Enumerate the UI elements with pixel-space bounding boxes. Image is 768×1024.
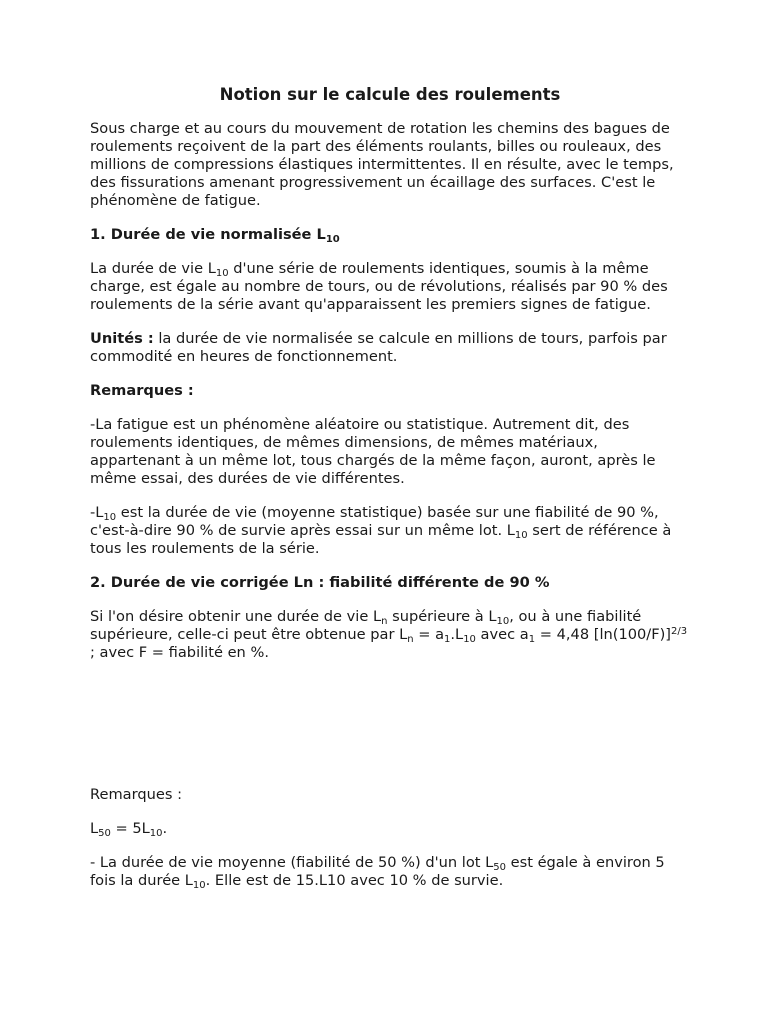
l50-equation: $L_{50} = 5L_{10}$. — [90, 820, 168, 839]
section2-formula-paragraph: Si l'on désire obtenir une durée de vie $L_n$ supérieure à $L_{10}$, ou à une fiabilité supérieure, celle-ci peut être obtenue par $L_n = a_1.L_{10}$ avec $a_1 = 4,48$ $[\ln(100/F)]^{2/3}$ ; avec F = fiabilité en %. — [90, 608, 688, 661]
remarks-heading: Remarques : — [90, 382, 194, 399]
l50-remark: - La durée de vie moyenne (fiabilité de 50 %) d'un lot $L_{50}$ est égale à environ 5 fois la durée $L_{10}$. Elle est de 15.L10 avec 10 % de survie. — [90, 854, 665, 891]
section1-definition: La durée de vie $L_{10}$ d'une série de roulements identiques, soumis à la même charge, est égale au nombre de tours, ou de révolutions, réalisés par 90 % des roulements de la série avant qu'apparaissent les premiers signes de fatigue. — [90, 260, 668, 313]
remarks2-heading: Remarques : — [90, 786, 183, 803]
blank-space — [90, 678, 690, 786]
remark-fatigue: -La fatigue est un phénomène aléatoire ou statistique. Autrement dit, des roulements identiques, de mêmes dimensions, de mêmes matériaux, appartenant à un même lot, tous chargés de la même façon, auront, après le même essai, des durées de vie différentes. — [90, 416, 656, 487]
section2-heading: 2. Durée de vie corrigée Ln : fiabilité différente de 90 % — [90, 574, 550, 591]
section1-heading: 1. Durée de vie normalisée $L_{10}$ — [90, 226, 340, 245]
document-page — [90, 86, 690, 906]
remark-l10: $-L_{10}$ est la durée de vie (moyenne statistique) basée sur une fiabilité de 90 %, c'est-à-dire 90 % de survie après essai sur un même lot. $L_{10}$ sert de référence à tous les roulements de la série. — [90, 504, 672, 557]
intro-paragraph: Sous charge et au cours du mouvement de rotation les chemins des bagues de roulements reçoivent de la part des éléments roulants, billes ou rouleaux, des millions de compressions élastiques intermittentes. Il en résulte, avec le temps, des fissurations amenant progressivement un écaillage des surfaces. C'est le phénomène de fatigue. — [90, 120, 674, 209]
document-title: Notion sur le calcule des roulements — [219, 85, 561, 104]
units-paragraph: Unités : la durée de vie normalisée se calcule en millions de tours, parfois par commodité en heures de fonctionnement. — [90, 330, 667, 365]
units-label: Unités : — [90, 330, 154, 347]
